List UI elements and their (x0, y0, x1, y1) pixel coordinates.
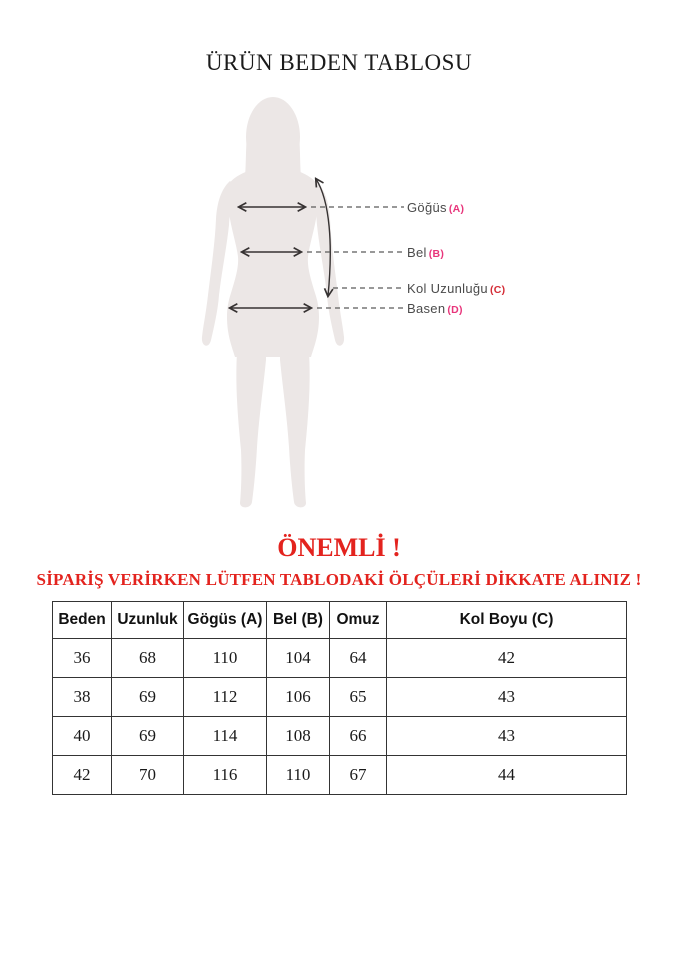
label-sleeve-code: (C) (489, 284, 506, 296)
table-header-row (53, 602, 627, 639)
table-row (53, 717, 627, 756)
table-cell: 70 (112, 756, 184, 795)
header-kol-boyu: Kol Boyu (C) (387, 602, 627, 639)
table-cell: 112 (184, 678, 267, 717)
table-cell: 69 (112, 678, 184, 717)
table-cell: 114 (184, 717, 267, 756)
important-heading: ÖNEMLİ ! (277, 533, 401, 562)
table-cell: 104 (267, 639, 330, 678)
table-cell: 116 (184, 756, 267, 795)
table-cell: 43 (387, 678, 627, 717)
header-gogus: Gögüs (A) (184, 602, 267, 639)
header-bel: Bel (B) (267, 602, 330, 639)
label-waist-code: (B) (428, 248, 445, 260)
label-hip-text: Basen (407, 301, 446, 316)
label-sleeve (407, 281, 505, 297)
label-waist (407, 245, 444, 261)
table-cell: 66 (330, 717, 387, 756)
measurement-diagram (180, 95, 510, 510)
table-cell: 65 (330, 678, 387, 717)
header-beden: Beden (53, 602, 112, 639)
label-chest (407, 200, 464, 216)
order-warning-text: SİPARİŞ VERİRKEN LÜTFEN TABLODAKİ ÖLÇÜLERİ DİKKATE ALINIZ ! (36, 570, 642, 589)
header-uzunluk: Uzunluk (112, 602, 184, 639)
table-cell: 69 (112, 717, 184, 756)
table-cell: 40 (53, 717, 112, 756)
label-chest-code: (A) (448, 203, 465, 215)
table-cell: 42 (387, 639, 627, 678)
table-cell: 42 (53, 756, 112, 795)
page-title: ÜRÜN BEDEN TABLOSU (205, 50, 473, 75)
label-hip-code: (D) (447, 304, 463, 316)
body-silhouette (202, 97, 344, 507)
table-cell: 108 (267, 717, 330, 756)
label-waist-text: Bel (407, 245, 427, 260)
label-sleeve-text: Kol Uzunluğu (407, 281, 488, 296)
header-omuz: Omuz (330, 602, 387, 639)
size-table (52, 601, 627, 795)
label-chest-text: Göğüs (407, 200, 447, 215)
table-cell: 110 (267, 756, 330, 795)
label-hip (407, 301, 463, 317)
size-table-body (53, 639, 627, 795)
table-cell: 43 (387, 717, 627, 756)
size-table-header (53, 602, 627, 639)
table-cell: 64 (330, 639, 387, 678)
table-row (53, 639, 627, 678)
table-row (53, 756, 627, 795)
table-cell: 38 (53, 678, 112, 717)
table-cell: 106 (267, 678, 330, 717)
table-cell: 44 (387, 756, 627, 795)
table-row (53, 678, 627, 717)
table-cell: 36 (53, 639, 112, 678)
table-cell: 68 (112, 639, 184, 678)
table-cell: 110 (184, 639, 267, 678)
table-cell: 67 (330, 756, 387, 795)
